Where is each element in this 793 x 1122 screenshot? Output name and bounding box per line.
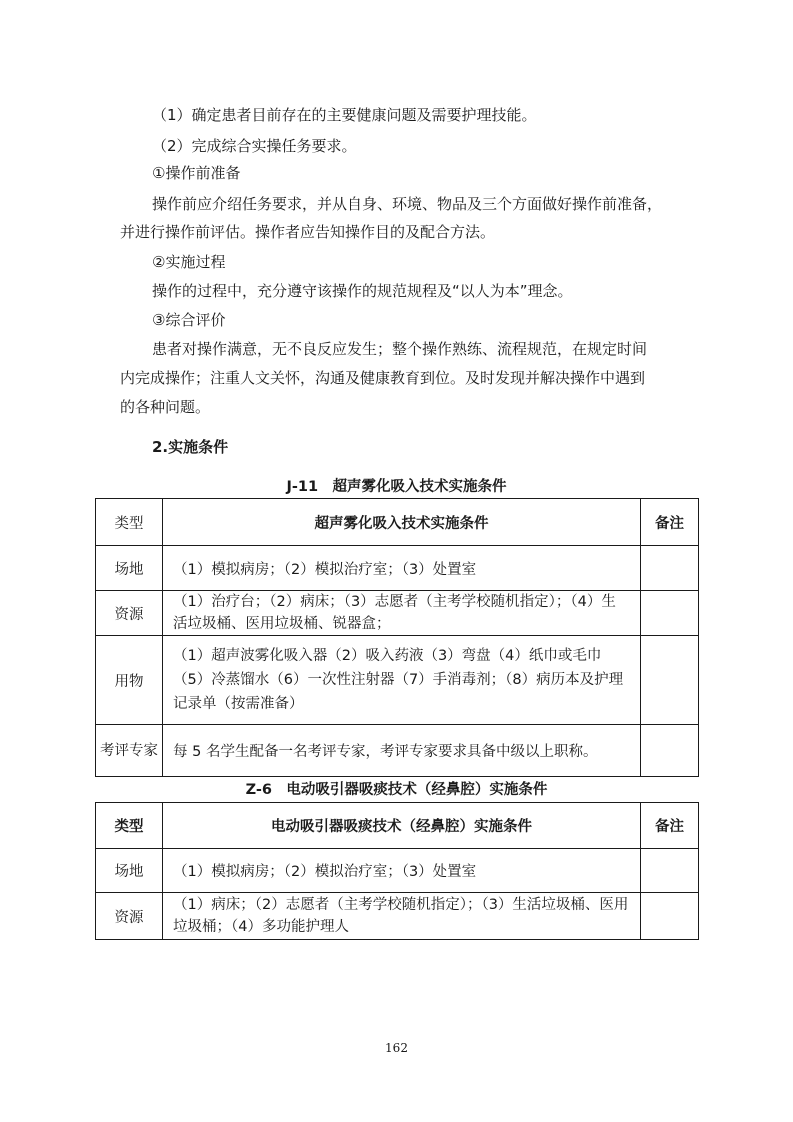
paragraph-line: 并进行操作前评估。操作者应告知操作目的及配合方法。 bbox=[120, 223, 496, 241]
cell-note bbox=[641, 546, 699, 591]
cell-type: 资源 bbox=[96, 893, 163, 940]
cell-note bbox=[641, 725, 699, 777]
cell-note bbox=[641, 849, 699, 893]
cell-type: 资源 bbox=[96, 591, 163, 636]
table-row bbox=[96, 849, 699, 893]
header-notes: 备注 bbox=[641, 803, 699, 849]
cell-content: （1）病床；（2）志愿者（主考学校随机指定）；（3）生活垃圾桶、医用垃圾桶；（4）多功能护理人 bbox=[163, 893, 641, 940]
table2 bbox=[95, 802, 699, 940]
paragraph-line: 内完成操作；注重人文关怀，沟通及健康教育到位。及时发现并解决操作中遇到 bbox=[120, 369, 646, 387]
table-row bbox=[96, 893, 699, 940]
table2-caption: Z-6 电动吸引器吸痰技术（经鼻腔）实施条件 bbox=[245, 782, 548, 798]
item-1-text: （1）确定患者目前存在的主要健康问题及需要护理技能。 bbox=[152, 106, 537, 124]
cell-type: 用物 bbox=[96, 636, 163, 725]
header-type: 类型 bbox=[96, 499, 163, 546]
cell-content: （1）超声波雾化吸入器（2）吸入药液（3）弯盘（4）纸巾或毛巾（5）冷蒸馏水（6）一次性注射器（7）手消毒剂；（8）病历本及护理记录单（按需准备） bbox=[163, 636, 641, 725]
table-row bbox=[96, 546, 699, 591]
section-heading: 2.实施条件 bbox=[152, 438, 229, 456]
item-2-text: （2）完成综合实操任务要求。 bbox=[152, 137, 357, 155]
table-row bbox=[96, 591, 699, 636]
table-header-row bbox=[96, 499, 699, 546]
cell-note bbox=[641, 591, 699, 636]
paragraph-line: 操作的过程中，充分遵守该操作的规范规程及“以人为本”理念。 bbox=[152, 282, 573, 300]
cell-content: 每 5 名学生配备一名考评专家，考评专家要求具备中级以上职称。 bbox=[163, 725, 641, 777]
header-notes: 备注 bbox=[641, 499, 699, 546]
page-number: 162 bbox=[385, 1041, 408, 1055]
paragraph-line: 患者对操作满意，无不良反应发生；整个操作熟练、流程规范，在规定时间 bbox=[152, 340, 648, 358]
table-row bbox=[96, 725, 699, 777]
cell-note bbox=[641, 893, 699, 940]
header-conditions: 超声雾化吸入技术实施条件 bbox=[163, 499, 641, 546]
cell-type: 考评专家 bbox=[96, 725, 163, 777]
subheading-process: ②实施过程 bbox=[152, 253, 226, 271]
paragraph-line: 操作前应介绍任务要求，并从自身、环境、物品及三个方面做好操作前准备， bbox=[152, 195, 663, 213]
header-conditions: 电动吸引器吸痰技术（经鼻腔）实施条件 bbox=[163, 803, 641, 849]
cell-type: 场地 bbox=[96, 849, 163, 893]
subheading-evaluation: ③综合评价 bbox=[152, 311, 226, 329]
cell-content: （1）治疗台；（2）病床；（3）志愿者（主考学校随机指定）；（4）生活垃圾桶、医用垃圾桶、锐器盒； bbox=[163, 591, 641, 636]
table1 bbox=[95, 498, 699, 777]
cell-note bbox=[641, 636, 699, 725]
cell-content: （1）模拟病房；（2）模拟治疗室；（3）处置室 bbox=[163, 546, 641, 591]
table1-caption: J-11 超声雾化吸入技术实施条件 bbox=[286, 479, 507, 495]
cell-content: （1）模拟病房；（2）模拟治疗室；（3）处置室 bbox=[163, 849, 641, 893]
paragraph-line: 的各种问题。 bbox=[120, 398, 211, 416]
table-header-row bbox=[96, 803, 699, 849]
table-row bbox=[96, 636, 699, 725]
header-type: 类型 bbox=[96, 803, 163, 849]
cell-type: 场地 bbox=[96, 546, 163, 591]
subheading-preparation: ①操作前准备 bbox=[152, 164, 241, 182]
